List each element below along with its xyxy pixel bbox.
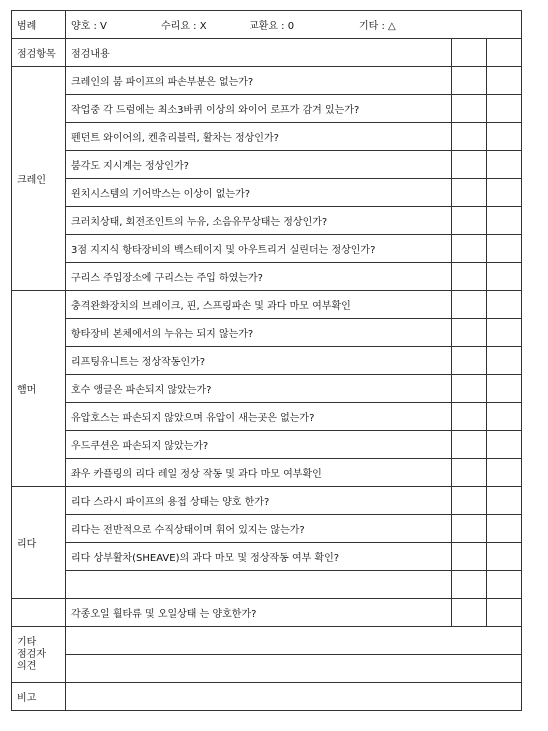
check-item-text: 리다 상부활차(SHEAVE)의 과다 마모 및 정상작동 여부 확인? <box>66 543 452 571</box>
checklist-row <box>12 151 522 179</box>
check-cell[interactable] <box>452 487 487 515</box>
checklist-row <box>12 515 522 543</box>
check-cell[interactable] <box>487 571 522 599</box>
check-item-text: 붐각도 지시계는 정상인가? <box>66 151 452 179</box>
checklist-row <box>12 571 522 599</box>
legend-replace: 교환요 : 0 <box>249 21 295 32</box>
check-cell[interactable] <box>487 403 522 431</box>
opinion-row <box>12 627 522 655</box>
checklist-row <box>12 375 522 403</box>
opinion-row <box>12 655 522 683</box>
check-cell[interactable] <box>487 151 522 179</box>
check-item-text: 항타장비 본체에서의 누유는 되지 않는가? <box>66 319 452 347</box>
check-cell[interactable] <box>487 95 522 123</box>
checklist-row <box>12 207 522 235</box>
check-cell[interactable] <box>452 207 487 235</box>
check-cell[interactable] <box>487 319 522 347</box>
check-cell[interactable] <box>487 487 522 515</box>
check-item-text: 각종오일 휠타류 및 오일상태 는 양호한가? <box>66 599 452 627</box>
check-item-text: 작업중 각 드럼에는 최소3바퀴 이상의 와이어 로프가 감겨 있는가? <box>66 95 452 123</box>
checklist-row <box>12 487 522 515</box>
check-cell[interactable] <box>487 459 522 487</box>
check-item-text: 3점 지지식 항타장비의 백스테이지 및 아우트리거 실린더는 정상인가? <box>66 235 452 263</box>
opinion-label-line: 기타 <box>17 636 37 648</box>
check-cell[interactable] <box>452 67 487 95</box>
check-cell[interactable] <box>452 543 487 571</box>
check-item-text: 크러치상태, 회전조인트의 누유, 소음유무상태는 정상인가? <box>66 207 452 235</box>
check-item-text <box>66 571 452 599</box>
legend-other: 기타 : △ <box>359 21 396 32</box>
check-cell[interactable] <box>487 375 522 403</box>
check-cell[interactable] <box>452 235 487 263</box>
category-label: 햄머 <box>12 291 66 487</box>
check-cell[interactable] <box>487 123 522 151</box>
legend-content <box>66 11 522 39</box>
check-cell[interactable] <box>452 263 487 291</box>
check-cell[interactable] <box>487 543 522 571</box>
check-cell[interactable] <box>452 151 487 179</box>
legend-good: 양호 : V <box>71 21 107 32</box>
content-column-header: 점검내용 <box>66 39 452 67</box>
check-cell[interactable] <box>452 291 487 319</box>
check-item-text: 펜던트 와이어의, 켄츄리블럭, 활차는 정상인가? <box>66 123 452 151</box>
checklist-row <box>12 291 522 319</box>
checklist-row <box>12 179 522 207</box>
legend-row <box>12 11 522 39</box>
checklist-row <box>12 95 522 123</box>
check-cell[interactable] <box>487 291 522 319</box>
remarks-field[interactable] <box>66 683 522 711</box>
check-cell[interactable] <box>487 431 522 459</box>
check-cell[interactable] <box>487 235 522 263</box>
check-item-text: 유압호스는 파손되지 않았으며 유압이 새는곳은 없는가? <box>66 403 452 431</box>
opinion-label-line: 의견 <box>17 660 37 672</box>
check-cell[interactable] <box>452 459 487 487</box>
check-cell[interactable] <box>452 571 487 599</box>
check-cell[interactable] <box>452 515 487 543</box>
checklist-row <box>12 235 522 263</box>
category-label: 리다 <box>12 487 66 599</box>
opinion-label-line: 점검자 <box>17 648 46 660</box>
check-item-text: 윈치시스템의 기어박스는 이상이 없는가? <box>66 179 452 207</box>
check-cell[interactable] <box>487 179 522 207</box>
check-item-text: 충격완화장치의 브레이크, 핀, 스프링파손 및 과다 마모 여부확인 <box>66 291 452 319</box>
check-cell[interactable] <box>452 95 487 123</box>
check-cell[interactable] <box>452 375 487 403</box>
checklist-row <box>12 67 522 95</box>
check-cell[interactable] <box>487 263 522 291</box>
check-item-text: 리프팅유니트는 정상작동인가? <box>66 347 452 375</box>
check-cell[interactable] <box>452 599 487 627</box>
checklist-row <box>12 403 522 431</box>
remarks-label: 비고 <box>12 683 66 711</box>
checklist-row <box>12 431 522 459</box>
check-cell[interactable] <box>452 123 487 151</box>
check-cell[interactable] <box>452 403 487 431</box>
check-cell[interactable] <box>452 39 487 67</box>
check-item-text: 리다는 전반적으로 수직상태이며 휘어 있지는 않는가? <box>66 515 452 543</box>
checklist-row <box>12 347 522 375</box>
checklist-row <box>12 459 522 487</box>
check-item-text: 크레인의 붐 파이프의 파손부분은 없는가? <box>66 67 452 95</box>
checklist-row <box>12 263 522 291</box>
opinion-label <box>12 627 66 683</box>
oil-check-row <box>12 599 522 627</box>
check-cell[interactable] <box>487 67 522 95</box>
checklist-row <box>12 319 522 347</box>
check-cell[interactable] <box>487 347 522 375</box>
blank-category <box>12 599 66 627</box>
check-cell[interactable] <box>487 515 522 543</box>
check-item-text: 호수 앵글은 파손되지 않았는가? <box>66 375 452 403</box>
legend-label: 범례 <box>12 11 66 39</box>
check-cell[interactable] <box>452 179 487 207</box>
check-item-text: 구리스 주입장소에 구리스는 주입 하였는가? <box>66 263 452 291</box>
check-item-text: 우드쿠션은 파손되지 않았는가? <box>66 431 452 459</box>
check-item-text: 좌우 카플링의 리다 레일 정상 작동 및 과다 마모 여부확인 <box>66 459 452 487</box>
remarks-row <box>12 683 522 711</box>
check-item-text: 리다 스라시 파이프의 용접 상태는 양호 한가? <box>66 487 452 515</box>
check-cell[interactable] <box>452 319 487 347</box>
check-cell[interactable] <box>452 431 487 459</box>
check-cell[interactable] <box>452 347 487 375</box>
category-label: 크레인 <box>12 67 66 291</box>
legend-repair: 수리요 : X <box>161 21 207 32</box>
inspection-checklist-table <box>11 10 522 711</box>
checklist-row <box>12 123 522 151</box>
subheader-row <box>12 39 522 67</box>
check-cell[interactable] <box>487 599 522 627</box>
item-column-header: 점검항목 <box>12 39 66 67</box>
checklist-row <box>12 543 522 571</box>
opinion-field[interactable] <box>66 655 522 683</box>
opinion-field[interactable] <box>66 627 522 655</box>
check-cell[interactable] <box>487 207 522 235</box>
check-cell[interactable] <box>487 39 522 67</box>
